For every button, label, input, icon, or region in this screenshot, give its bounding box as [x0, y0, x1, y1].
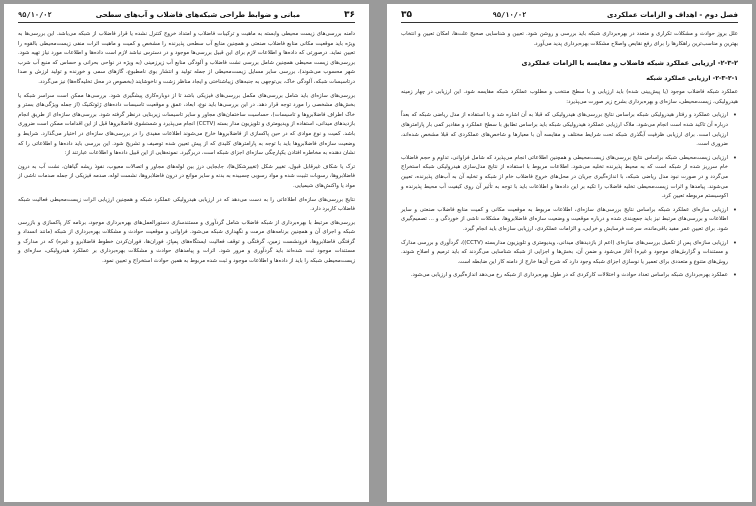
right-page-date: ۹۵/۱۰/۰۲ [492, 11, 527, 19]
left-paragraph-1: دامنه بررسی‌های زیست محیطی وابسته به ماهیت و ترکیبات فاضلاب و امتداد خروج کنترل نشده یا قرار فاضلاب از شبکه می‌باشد. این بررسی‌ها به ویژه باید موقعیت مکانی منابع فاضلاب صنعتی و همچنین منابع آب سطحی پذیرنده را مشخص و کمیت و ماهیت اثرات منفی زیست‌محیطی بالقوه را تعیین نماید. درصورتی که داده‌ها و اطلاعات لازم برای این قبیل بررسی‌ها موجود و در دسترس نباشد لازم است داده‌ها و اطلاعات مورد نیاز تهیه شود. بررسی‌های زیست محیطی همچنین شامل بررسی نشت فاضلاب و آلودگی منابع آب زیرزمینی (به ویژه در نواحی بحرانی و حساس که منبع آب شرب شهر محسوب می‌شوند)، بررسی سایر مسایل زیست‌محیطی از جمله تولید و انتشار بوی نامطبوع، گازهای سمی و خورنده و تولید لرزش و صدا درتاسیسات شبکه، آلودگی خاک، بی‌توجهی به جنبه‌های زیباشناختی و ایجاد مناظر زشت و ناخوشایند (بخصوص در محل تخلیه‌گاه‌ها) نیز می‌گردد. [18, 31, 355, 85]
list-item: • ارزیابی سازه‌ای عملکرد شبکه براساس نتایج بررسی‌های سازه‌ای، اطلاعات مربوط به موقعیت مکانی و کمیت منابع فاضلاب صنعتی و سایر اطلاعات و بررسی‌های مرتبط نیز باید جمع‌بندی شده و درباره موقعیت و وضعیت سازه‌ای فاضلابروها، مشکلات ناشی از خوردگی و ... تصمیم‌گیری شود. برای تعیین عمر مفید باقی‌مانده، سرعت فرسایش و خرابی، و الزامات عملکردی، ارزیابی سازه‌ای باید انجام گیرد. [401, 206, 728, 235]
list-item: • ارزیابی عملکرد و رفتار هیدرولیکی شبکه براساس نتایج بررسی‌های هیدرولیکی که قبلا به آن اشاره شد و با استفاده از مدل ریاضی شبکه که بعداً درباره آن تاکید شده است انجام می‌شود. ملاک ارزیابی عملکرد هیدرولیکی شبکه باید براساس تطابق با سطح عملکرد و مقادیر کمی بار پارامترهای ارزیابی است. برای ارزیابی ظرفیت آبگذری شبکه تحت شرایط مختلف و مقایسه آن با معیارها و شاخص‌های عملکردی که قبلا مشخص شده‌اند، ضروری است. [401, 111, 728, 149]
assessment-list [401, 111, 738, 281]
list-item: • ارزیابی زیست‌محیطی شبکه براساس نتایج بررسی‌های زیست‌محیطی و همچنین اطلاعاتی انجام می‌پذیرد که شامل فراوانی، تداوم و حجم فاضلاب خام سرریز شده از شبکه است که به محیط پذیرنده تخلیه می‌شود. اطلاعات مربوط با استفاده از نتایج مدل‌سازی هیدرولیکی شبکه استخراج می‌گردد و در صورت نبود مدل ریاضی شبکه، با اندازه‌گیری جریان در محل‌های خروج فاضلاب خام از شبکه و تخلیه آن به آب‌های پذیرنده، تعیین می‌شوند. پیامدها و اثرات زیست‌محیطی تخلیه فاضلاب را تکیه بر این داده‌ها و اطلاعات باید با توجه به تأثیر آن روی کیفیت آب محیط پذیرنده و اکوسیستم مربوطه تعیین کرد. [401, 154, 728, 202]
left-page-date: ۹۵/۱۰/۰۲ [18, 11, 52, 19]
list-item: • عملکرد بهره‌برداری شبکه براساس تعداد حوادث و اختلالات کارکردی که در طول بهره‌برداری از شبکه رخ می‌دهد اندازه‌گیری و ارزیابی می‌شود. [401, 271, 728, 281]
left-paragraph-3: ترک یا شکاف غیرقابل قبول، تغییر شکل (تغییرشکل‌ها)، جابجایی درز بین لوله‌های مجاور و اتصالات معیوب، نفوذ ریشه گیاهان، نشت آب به درون فاضلابروها، رسوبات تثبیت شده و مواد رسوبی چسبیده به بدنه و سایر موانع در درون فاضلابروها، نشست لوله، صدمه فیزیکی از جمله صدمات ناشی از مواد یا واکنش‌های شیمیایی. [18, 163, 355, 189]
left-page-header [18, 10, 355, 23]
left-paragraph-4: نتایج بررسی‌های سازه‌ای اطلاعاتی را به دست می‌دهد که در ارزیابی هیدرولیکی عملکرد شبکه و همچنین ارزیابی اثرات زیست‌محیطی فعالیت شبکه فاضلاب کاربرد دارد. [18, 196, 355, 213]
right-page-header [401, 10, 738, 23]
section-heading: ۲-۳-۲- ارزیابی عملکرد شبکه فاضلاب و مقایسه با الزامات عملکردی [521, 59, 738, 68]
right-intro-paragraph: علل بروز حوادث و مشکلات تکراری و متعدد در بهره‌برداری شبکه باید بررسی و روشن شود. تعیین و شناسایی صحیح علت‌ها، امکان تعیین و انتخاب بهترین و مناسب‌ترین راهکارها را برای رفع نقایص واصلاح مشکلات بهره‌برداری پدید می‌آورد. [401, 31, 738, 47]
left-page-number: ۳۶ [344, 10, 355, 20]
right-page-running-title: فصل دوم - اهداف و الزامات عملکردی [606, 11, 738, 19]
left-paragraph-2: بررسی‌های سازه‌ای باید شامل بررسی‌های مکمل بررسی‌های فیزیکی باشد تا از دوباره‌کاری پیشگیری شود. بررسی‌ها ممکن است سراسر شبکه یا بخش‌های مشخصی را مورد توجه قرار دهد. در این بررسی‌ها باید نوع، ابعاد، عمق و موقعیت تاسیسات داده‌های ژئوتکنیک (از جمله ویژگی‌های بستر و خاک اطراف فاضلابروها و تاسیسات)، حساسیت ساختمان‌های مجاور و سایر تاسیسات زیربنایی درنظر گرفته شود. بررسی‌های سازه‌ای از طریق انجام بازدیدهای میدانی، استفاده از ویدیومتری و تلویزیون مدار بسته (CCTV) انجام می‌پذیرد و شستشوی فاضلابروها قبل از این اقدامات ممکن است ضروری باشد. کمیت و نوع موادی که در حین پاکسازی از فاضلابروها خارج می‌شوند اطلاعات مفیدی را در بررسی‌های سازه‌ای در اختیار می‌گذارد. شرایط و وضعیت سازه‌ای فاضلابروها باید با توجه به پارامترهای کلیدی که از پیش تعیین شده توصیف و تشریح شود. این بررسی باید داده‌ها و اطلاعاتی را که نشان دهنده به مخاطره افتادن یکپارچگی سازه‌ای اجزای شبکه است، دربرگیرد. نمونه‌هایی از این قبیل داده‌ها و اطلاعات عبارتند از: [18, 92, 355, 157]
right-page-number: ۳۵ [401, 10, 412, 20]
right-page [387, 4, 752, 502]
subsection-heading: ۲-۳-۲-۱- ارزیابی عملکرد شبکه [646, 75, 738, 83]
subsection-intro: عملکرد شبکه فاضلاب موجود (یا پیش‌بینی شده) باید ارزیابی و با سطح منتخب و مطلوب عملکرد شبکه مقایسه شود. این ارزیابی در چهار زمینه هیدرولیکی، زیست‌محیطی، سازه‌ای و بهره‌برداری بشرح زیر صورت می‌پذیرد: [401, 89, 738, 105]
left-page [4, 4, 369, 502]
left-page-running-title: مبانی و ضوابط طراحی شبکه‌های فاضلاب و آب‌های سطحی [95, 11, 301, 19]
list-item: • ارزیابی سازه‌ای پس از تکمیل بررسی‌های سازه‌ای (اعم از بازدیدهای میدانی، ویدیومتری و تلویزیون مداربسته (CCTV))، گردآوری و بررسی مدارک و مستندات و گزارش‌های موجود و غیره) آغاز می‌شود و ضمن آن، بخش‌ها و اجزایی از شبکه شناسایی می‌گردند که باید ترمیم و اصلاح شوند. روش‌های متنوع و متعددی برای تعمیر یا نوسازی اجزای شبکه وجود دارد که شرح آن‌ها خارج از دامنه کار این ضابطه است. [401, 239, 728, 268]
left-paragraph-5: بررسی‌های مرتبط با بهره‌برداری از شبکه فاضلاب شامل گردآوری و مستندسازی دستورالعمل‌های بهره‌برداری موجود، برنامه کار پاکسازی و بازرسی شبکه و اجرای آن و همچنین برنامه‌های مرمت و نگهداری شبکه می‌شود. فراوانی و موقعیت حوادث و مشکلات بهره‌برداری از شبکه (مانند انسداد و گرفتگی فاضلابروها، فرونشست زمین، گرفتگی و توقف فعالیت ایستگاه‌های پمپاژ، فوران‌ها، فوران‌کردن خطوط فاضلابرو و غیره) که در مدارک و مستندات موجود ثبت شده‌اند باید گردآوری و مرور شود. اثرات و پیامدهای حوادث و مشکلات بهره‌برداری بر عملکرد هیدرولیکی، سازه‌ای و زیست‌محیطی شبکه را باید از داده‌ها و اطلاعات موجود و ثبت شده مربوط به همین حوادث استخراج و تعیین نمود. [18, 219, 355, 265]
